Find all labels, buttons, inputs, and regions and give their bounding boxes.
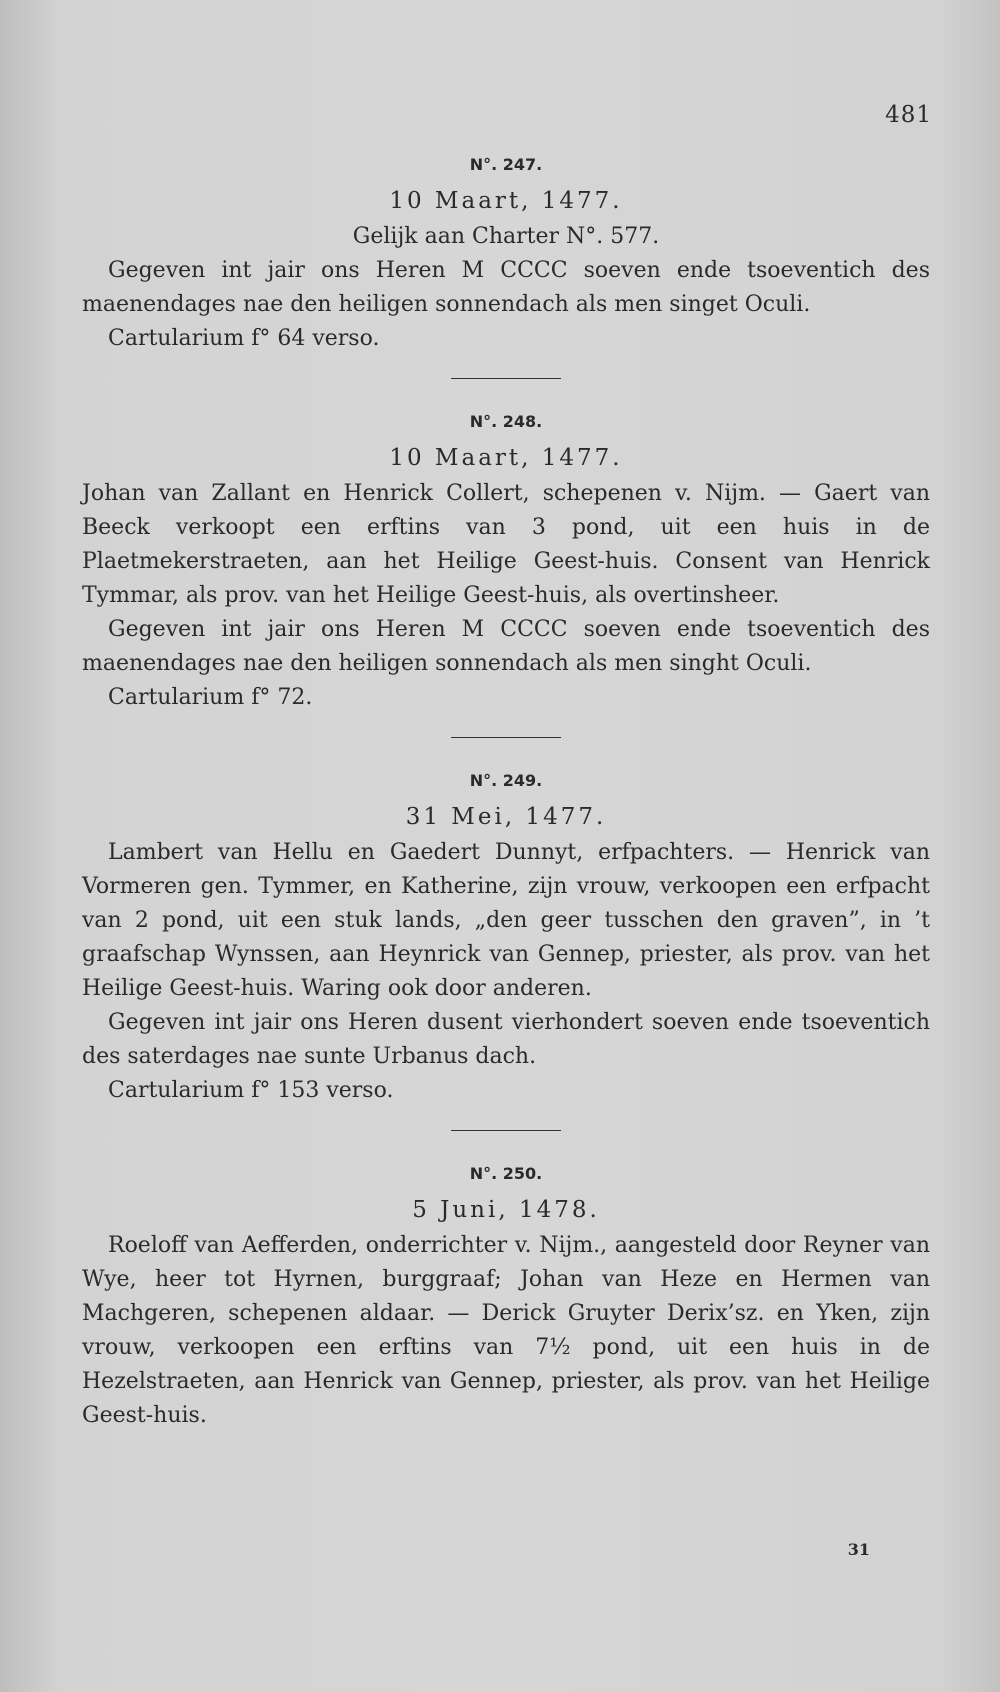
separator-rule <box>451 1130 561 1131</box>
entry-paragraph: Gegeven int jair ons Heren M CCCC soeven ende tsoeventich des maenendages nae den heiligen sonnendach als men singht Oculi. <box>82 617 930 676</box>
entry-paragraph: Johan van Zallant en Henrick Collert, schepenen v. Nijm. — Gaert van Beeck verkoopt een erftins van 3 pond, uit een huis in de Plaetmekerstraeten, aan het Heilige Geest-huis. Consent van Henrick Tymmar, als prov. van het Heilige Geest-huis, als overtinsheer. <box>82 481 930 608</box>
entry-number: N°. 247. <box>469 155 543 174</box>
entry-date: 5 Juni, 1478. <box>412 1197 600 1223</box>
entry-247 <box>82 150 930 356</box>
entry-paragraph: Cartularium f° 72. <box>108 685 313 710</box>
entry-paragraph: Gegeven int jair ons Heren dusent vierhondert soeven ende tsoeventich des saterdages nae sunte Urbanus dach. <box>82 1010 930 1069</box>
text-column <box>82 150 930 1433</box>
entry-number: N°. 249. <box>469 771 543 790</box>
entry-paragraph: Roeloff van Aefferden, onderrichter v. Nijm., aangesteld door Reyner van Wye, heer tot Hyrnen, burggraaf; Johan van Heze en Hermen van Machgeren, schepenen aldaar. — Derick Gruyter Derix’sz. en Yken, zijn vrouw, verkoopen een erftins van 7½ pond, uit een huis in de Hezelstraeten, aan Henrick van Gennep, priester, als prov. van het Heilige Geest-huis. <box>82 1233 930 1428</box>
entry-paragraph: Cartularium f° 153 verso. <box>108 1078 394 1103</box>
entry-number: N°. 250. <box>469 1164 543 1183</box>
separator-rule <box>451 378 561 379</box>
entry-250 <box>82 1159 930 1433</box>
entry-date: 31 Mei, 1477. <box>405 804 607 830</box>
entry-248 <box>82 407 930 715</box>
entry-249 <box>82 766 930 1108</box>
signature-mark: 31 <box>847 1540 870 1559</box>
separator-rule <box>451 737 561 738</box>
entry-paragraph: Gelijk aan Charter N°. 577. <box>352 224 660 249</box>
entry-date: 10 Maart, 1477. <box>389 188 623 214</box>
entry-number: N°. 248. <box>469 412 543 431</box>
entry-date: 10 Maart, 1477. <box>389 445 623 471</box>
entry-paragraph: Lambert van Hellu en Gaedert Dunnyt, erfpachters. — Henrick van Vormeren gen. Tymmer, en Katherine, zijn vrouw, verkoopen een erfpacht van 2 pond, uit een stuk lands, „den geer tusschen den graven”, in ’t graafschap Wynssen, aan Heynrick van Gennep, priester, als prov. van het Heilige Geest-huis. Waring ook door anderen. <box>82 840 930 1001</box>
entry-paragraph: Gegeven int jair ons Heren M CCCC soeven ende tsoeventich des maenendages nae den heiligen sonnendach als men singet Oculi. <box>82 258 930 317</box>
page-number: 481 <box>885 102 932 128</box>
entry-paragraph: Cartularium f° 64 verso. <box>108 326 380 351</box>
